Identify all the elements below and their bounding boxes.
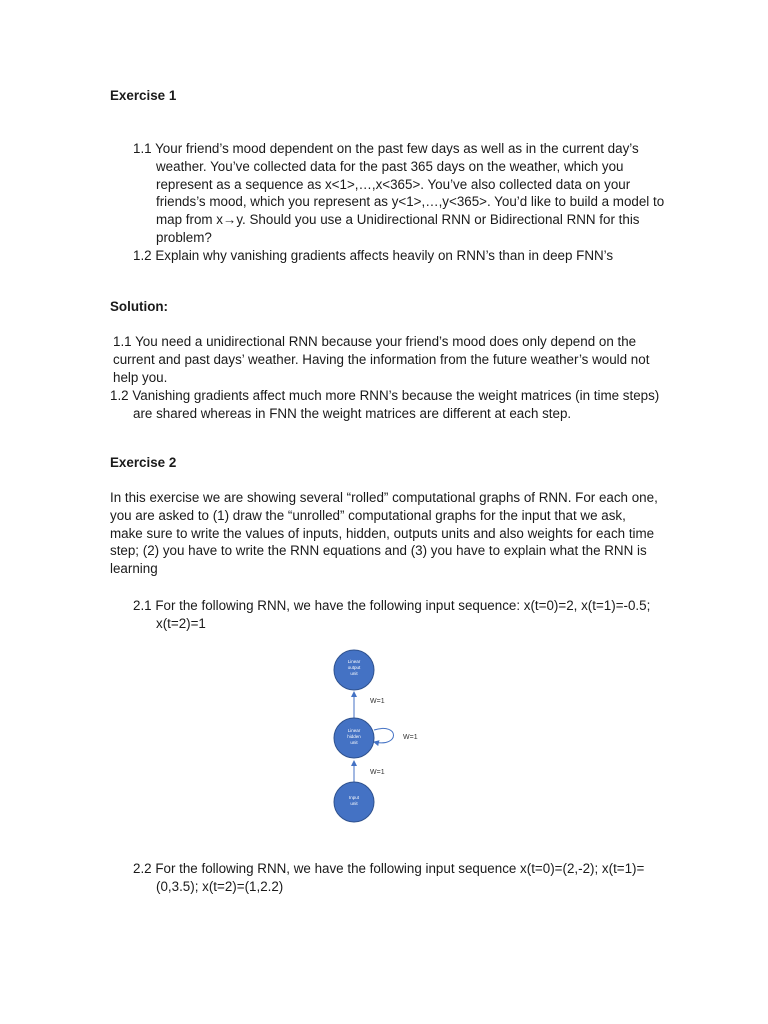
weight-label-recurrent: W=1 bbox=[403, 734, 418, 741]
question-1-2: 1.2 Explain why vanishing gradients affects heavily on RNN’s than in deep FNN’s bbox=[133, 248, 614, 263]
hidden-node-label-1: Linear bbox=[347, 728, 361, 733]
input-node-label-2: unit bbox=[350, 801, 358, 806]
exercise-1-heading: Exercise 1 bbox=[110, 88, 177, 103]
question-2-2: 2.2 For the following RNN, we have the following input sequence x(t=0)=(2,-2); x(t=1)=(0,3.5); x(t=2)=(1,2.2) bbox=[133, 861, 645, 894]
answer-1-1: 1.1 You need a unidirectional RNN because your friend’s mood does only depend on the current and past days’ weather. Having the information from the future weather’s would not help you. bbox=[113, 334, 650, 385]
weight-label-input-hidden: W=1 bbox=[370, 769, 385, 776]
hidden-node-label-3: unit bbox=[350, 740, 358, 745]
exercise-2-intro: In this exercise we are showing several “rolled” computational graphs of RNN. For each one, you are asked to (1) draw the “unrolled” computational graphs for the input that we ask, make sure to write the values of inputs, hidden, outputs units and also weights for each time step; (2) you have to write the RNN equations and (3) you have to explain what the RNN is learning bbox=[110, 490, 658, 577]
output-unit-node bbox=[334, 650, 374, 690]
rnn-diagram bbox=[320, 640, 440, 830]
output-node-label-2: output bbox=[347, 665, 361, 670]
solution-heading: Solution: bbox=[110, 299, 169, 314]
hidden-node-label-2: hidden bbox=[347, 734, 361, 739]
output-node-label-3: unit bbox=[350, 671, 358, 676]
output-node-label-1: Linear bbox=[347, 659, 361, 664]
recurrent-loop-arrow bbox=[374, 728, 394, 742]
question-2-1: 2.1 For the following RNN, we have the following input sequence: x(t=0)=2, x(t=1)=-0.5; x(t=2)=1 bbox=[133, 598, 651, 631]
exercise-2-heading: Exercise 2 bbox=[110, 455, 177, 470]
weight-label-hidden-output: W=1 bbox=[370, 698, 385, 705]
input-node-label-1: Input bbox=[348, 795, 360, 800]
answer-1-2: 1.2 Vanishing gradients affect much more RNN’s because the weight matrices (in time steps) are shared whereas in FNN the weight matrices are different at each step. bbox=[110, 388, 660, 421]
question-1-1: 1.1 Your friend’s mood dependent on the past few days as well as in the current day’s weather. You’ve collected data for the past 365 days on the weather, which you represent as a sequence as x<1>,…,x<365>. You’ve also collected data on your friends’s mood, which you represent as y<1>,…,y<365>. You’d like to build a model to map from x→y. Should you use a Unidirectional RNN or Bidirectional RNN for this problem? bbox=[133, 141, 665, 245]
